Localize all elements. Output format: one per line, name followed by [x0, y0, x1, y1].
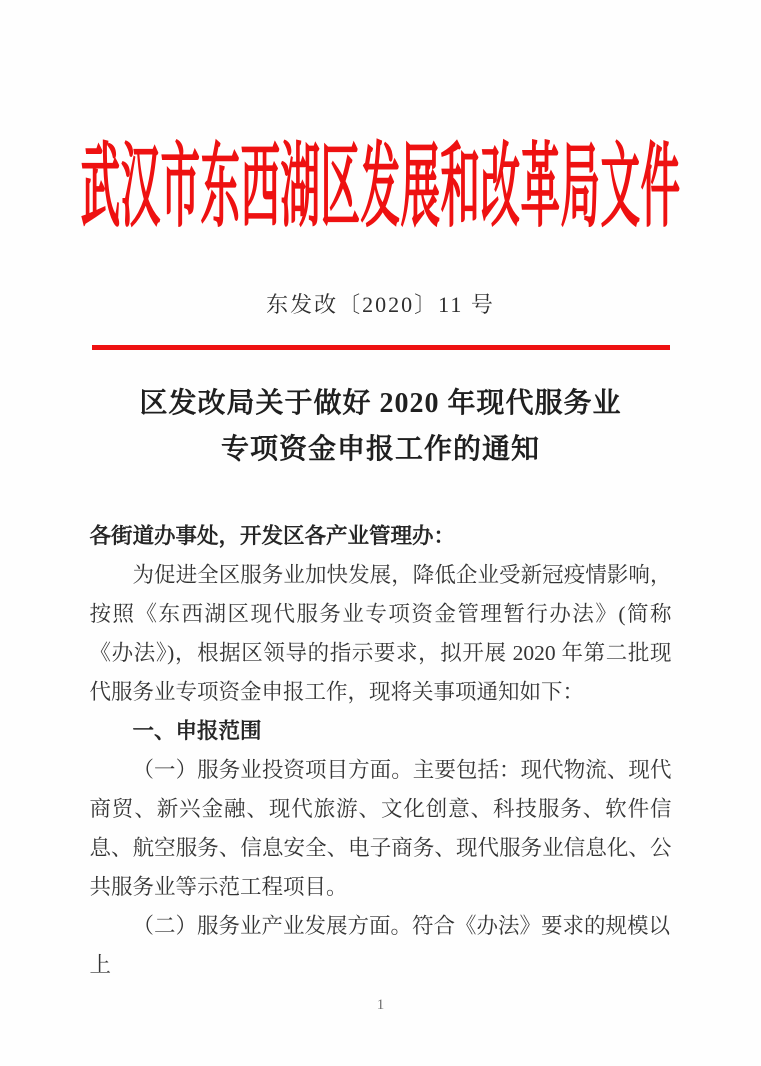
document-number: 东发改〔2020〕11 号: [266, 292, 495, 317]
notice-body: [90, 517, 672, 985]
red-divider-rule: [92, 345, 670, 350]
page-number: 1: [376, 997, 385, 1013]
notice-title: [0, 381, 761, 473]
letterhead: [0, 136, 761, 238]
salutation-line: 各街道办事处，开发区各产业管理办：: [89, 524, 456, 548]
notice-title-line1: 区发改局关于做好 2020 年现代服务业: [139, 388, 622, 419]
letterhead-title: 武汉市东西湖区发展和改革局文件: [80, 136, 681, 238]
section-heading-1: 一、申报范围: [132, 719, 262, 743]
paragraph-intro: 为促进全区服务业加快发展，降低企业受新冠疫情影响，按照《东西湖区现代服务业专项资金管理暂行办法》(简称《办法》)，根据区领导的指示要求，拟开展 2020 年第二批现代服务业专项资金申报工作，现将关事项通知如下：: [89, 563, 672, 704]
paragraph-item-1: （一）服务业投资项目方面。主要包括：现代物流、现代商贸、新兴金融、现代旅游、文化创意、科技服务、软件信息、航空服务、信息安全、电子商务、现代服务业信息化、公共服务业等示范工程项目。: [89, 758, 672, 899]
notice-title-line2: 专项资金申报工作的通知: [220, 434, 540, 465]
paragraph-item-2: （二）服务业产业发展方面。符合《办法》要求的规模以上: [89, 914, 671, 977]
